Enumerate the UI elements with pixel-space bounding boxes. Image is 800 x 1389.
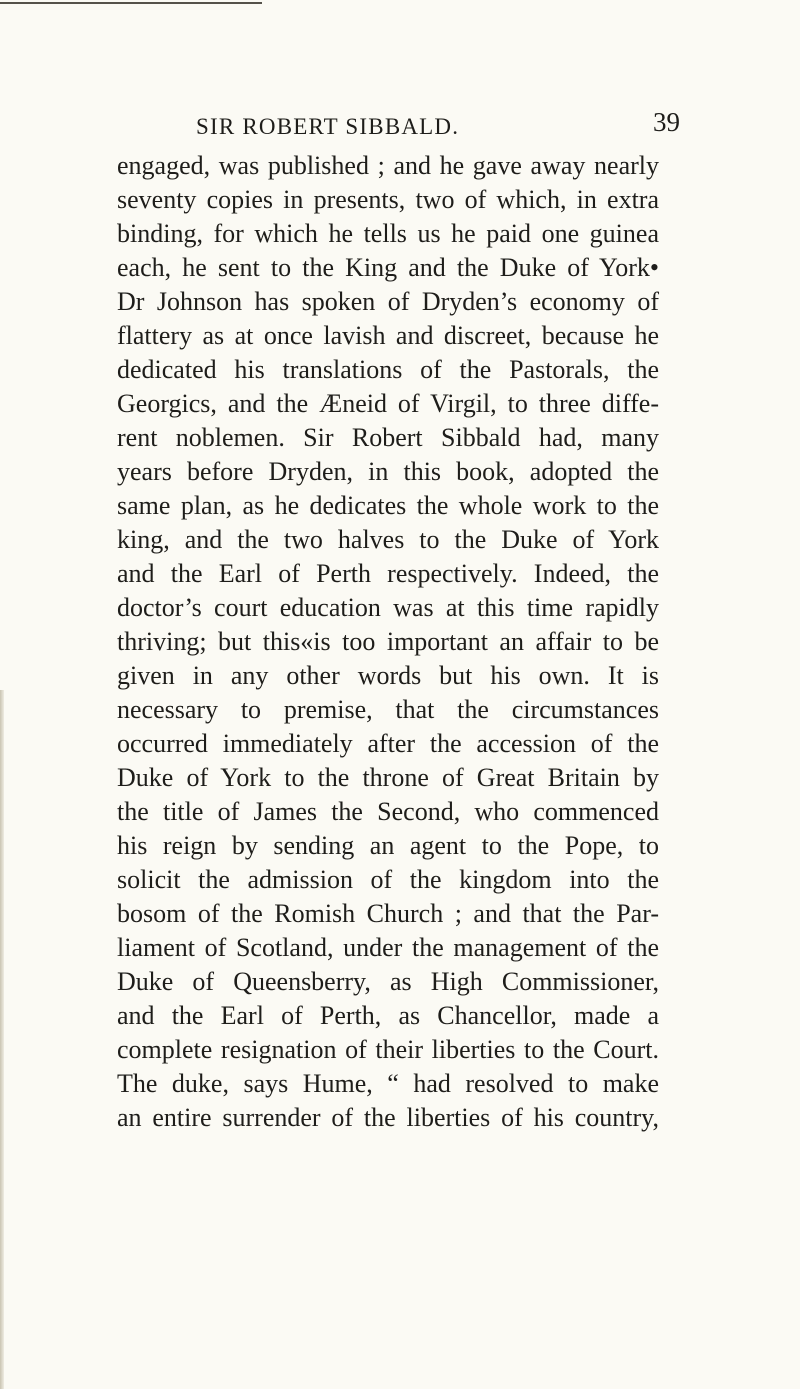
text-line: the title of James the Second, who commenced xyxy=(117,797,659,826)
text-line: dedicated his translations of the Pastorals, the xyxy=(117,355,659,384)
text-line: bosom of the Romish Church ; and that the Par- xyxy=(117,899,659,928)
text-line: his reign by sending an agent to the Pope, to xyxy=(117,831,659,860)
text-line: and the Earl of Perth respectively. Indeed, the xyxy=(117,559,659,588)
text-line: given in any other words but his own. It is xyxy=(117,661,659,690)
text-line: Duke of Queensberry, as High Commissioner, xyxy=(117,967,659,996)
running-head: SIR ROBERT SIBBALD. xyxy=(196,114,460,139)
page-number: 39 xyxy=(653,107,680,137)
text-line: flattery as at once lavish and discreet, because he xyxy=(117,321,659,350)
text-line: binding, for which he tells us he paid one guinea xyxy=(117,219,659,248)
text-line: seventy copies in presents, two of which, in extra xyxy=(117,185,659,214)
text-line: solicit the admission of the kingdom into the xyxy=(117,865,659,894)
text-line: engaged, was published ; and he gave away nearly xyxy=(117,151,659,180)
text-line: doctor’s court education was at this time rapidly xyxy=(117,593,659,622)
text-line: years before Dryden, in this book, adopted the xyxy=(117,457,659,486)
text-line: The duke, says Hume, “ had resolved to make xyxy=(117,1069,659,1098)
page-gutter-shadow xyxy=(0,690,4,1389)
text-line: necessary to premise, that the circumstances xyxy=(117,695,659,724)
top-edge-rule xyxy=(0,2,262,4)
text-line: and the Earl of Perth, as Chancellor, made a xyxy=(117,1001,659,1030)
text-line: Georgics, and the Æneid of Virgil, to three diffe- xyxy=(117,389,659,418)
text-line: king, and the two halves to the Duke of York xyxy=(117,525,659,554)
text-line: Duke of York to the throne of Great Britain by xyxy=(117,763,659,792)
text-line: an entire surrender of the liberties of his country, xyxy=(117,1103,659,1132)
text-line: thriving; but this«is too important an affair to be xyxy=(117,627,659,656)
text-line: rent noblemen. Sir Robert Sibbald had, many xyxy=(117,423,659,452)
text-line: same plan, as he dedicates the whole work to the xyxy=(117,491,659,520)
text-line: liament of Scotland, under the management of the xyxy=(117,933,659,962)
text-line: each, he sent to the King and the Duke of York• xyxy=(117,253,659,282)
text-line: occurred immediately after the accession of the xyxy=(117,729,659,758)
text-line: complete resignation of their liberties to the Court. xyxy=(117,1035,659,1064)
text-line: Dr Johnson has spoken of Dryden’s economy of xyxy=(117,287,659,316)
